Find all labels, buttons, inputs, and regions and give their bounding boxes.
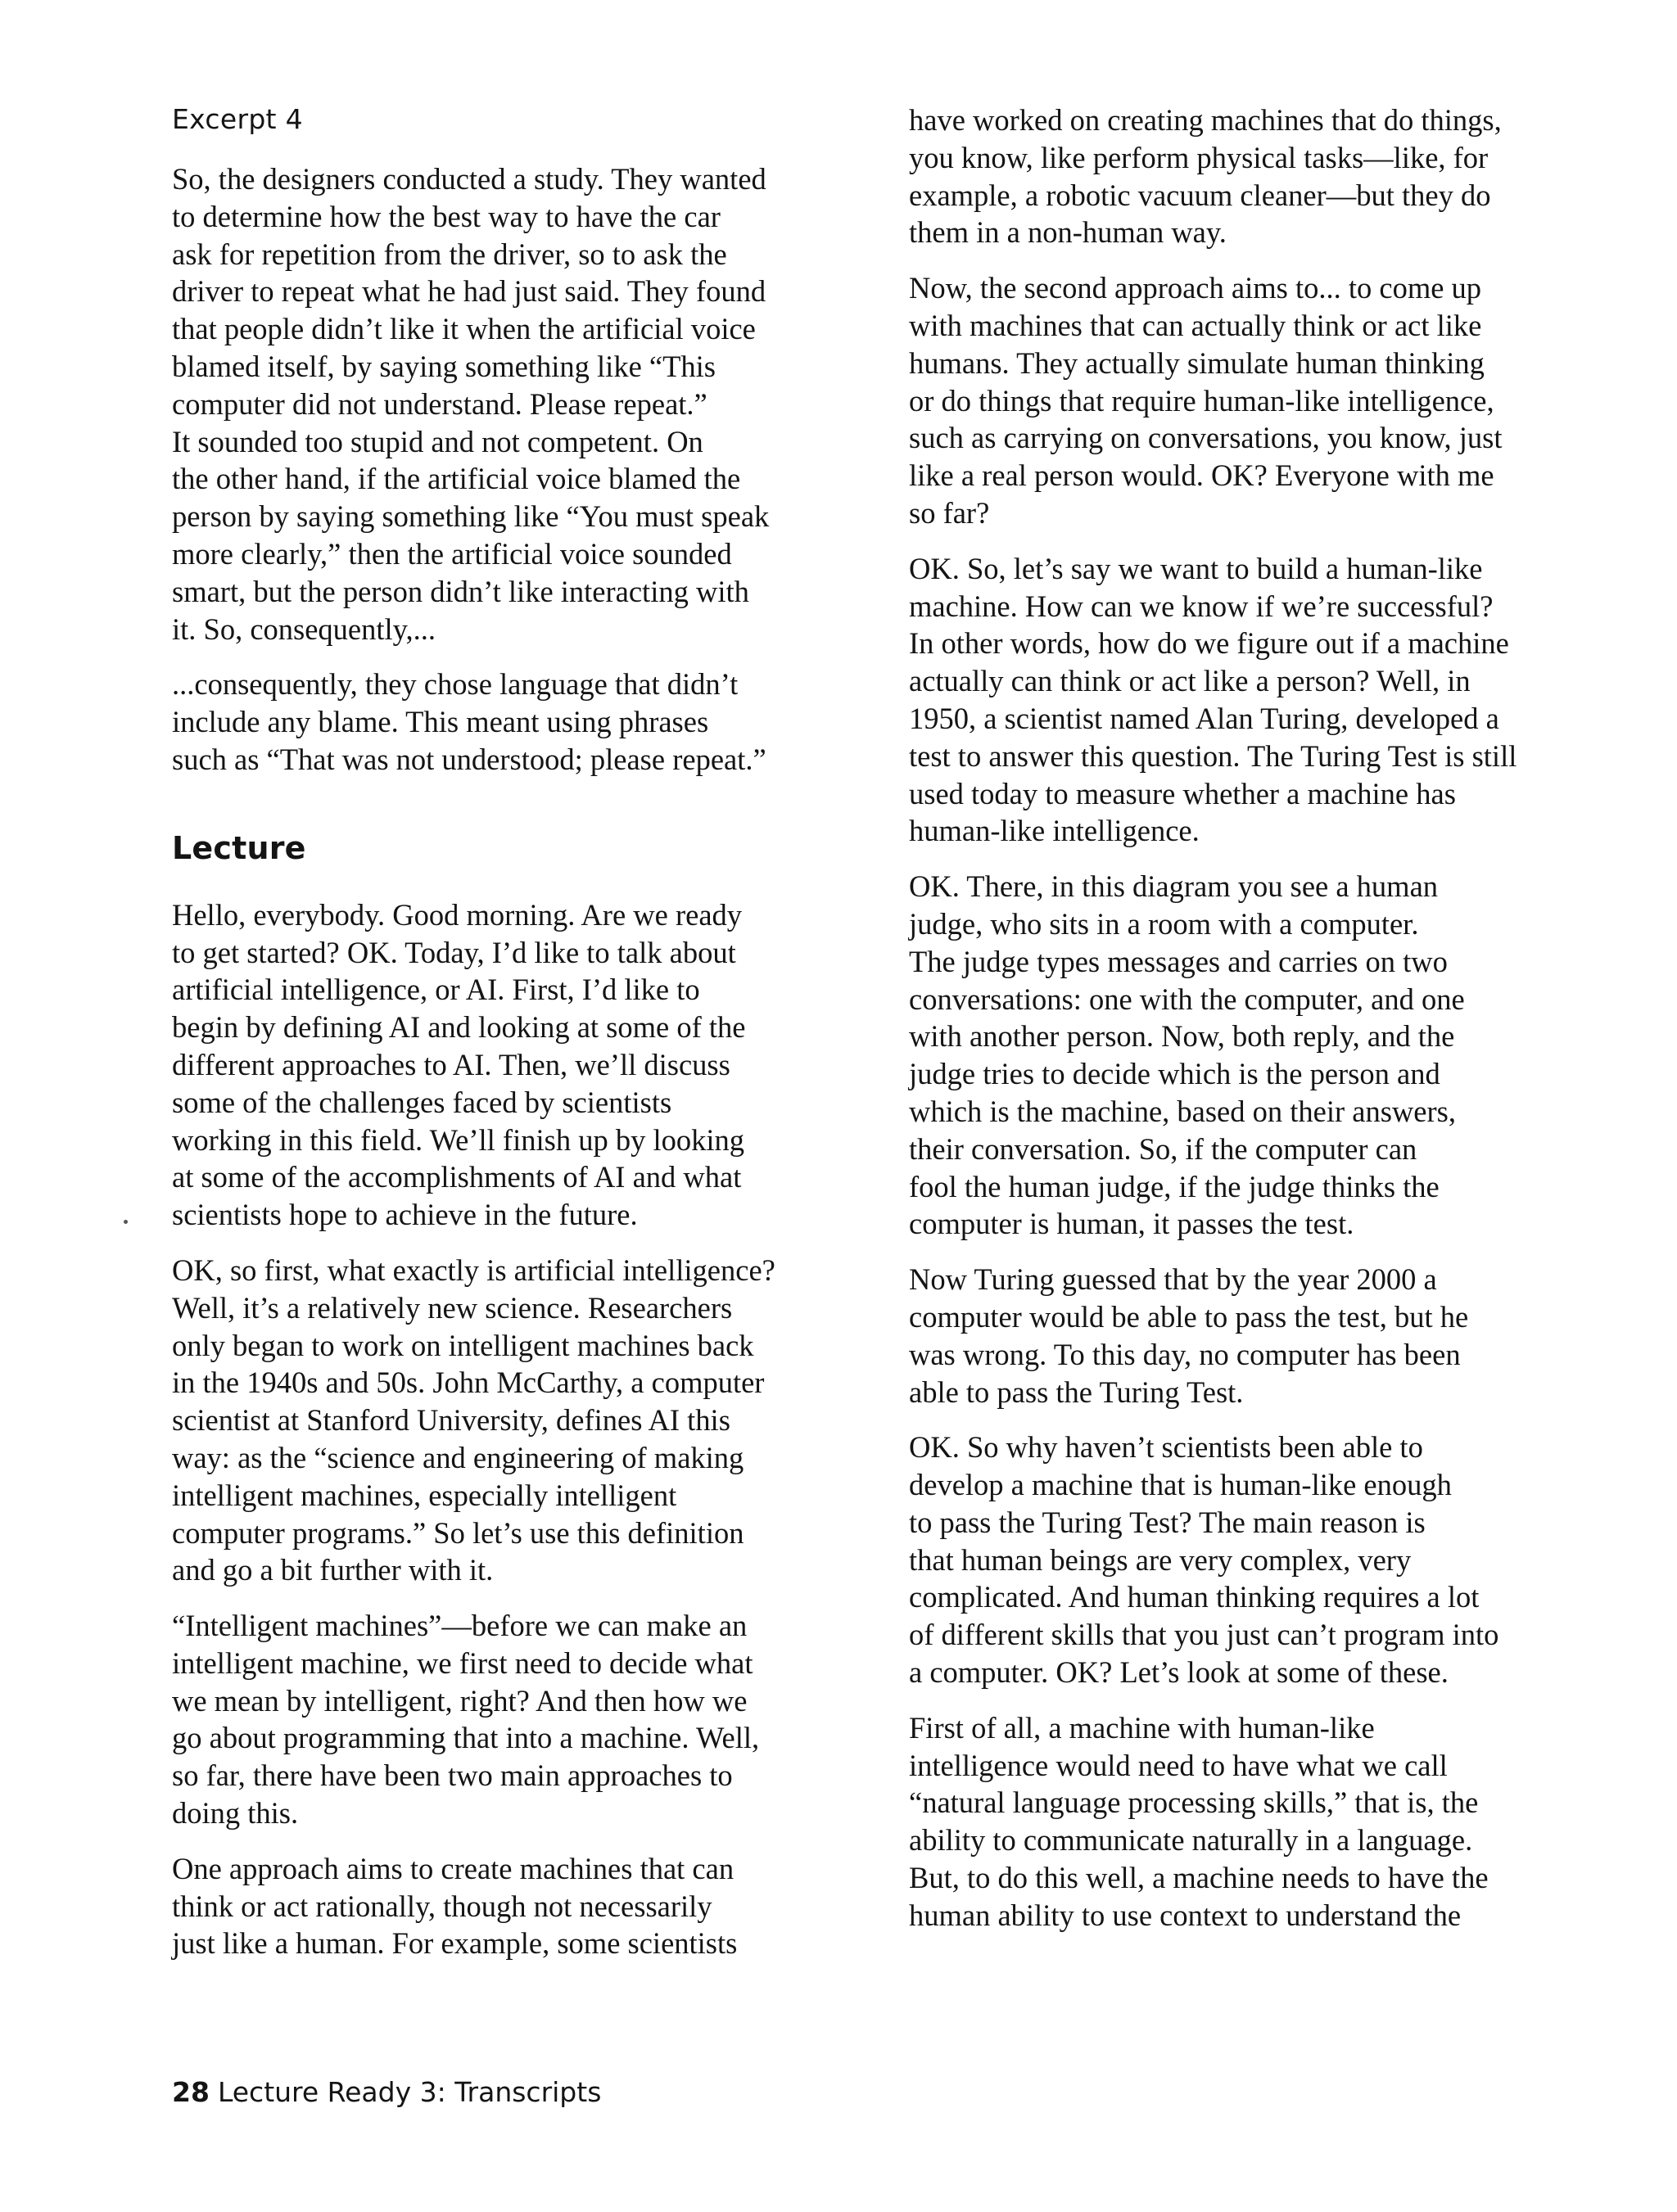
text-line: smart, but the person didn’t like interacting with [172,574,749,608]
book-title: Lecture Ready 3: Transcripts [217,2076,602,2108]
text-line: include any blame. This meant using phrases [172,705,709,739]
excerpt-title: Excerpt 4 [172,103,303,135]
text-line: computer is human, it passes the test. [909,1207,1354,1241]
text-line: scientist at Stanford University, defines AI this [172,1403,730,1438]
text-line: so far, there have been two main approaches to [172,1758,733,1793]
text-line: ability to communicate naturally in a language. [909,1823,1473,1858]
text-line: But, to do this well, a machine needs to have the [909,1861,1489,1895]
text-line: begin by defining AI and looking at some of the [172,1010,746,1045]
text-line: conversations: one with the computer, and one [909,982,1465,1016]
text-line: “Intelligent machines”—before we can make an [172,1609,748,1643]
text-line: intelligent machines, especially intelligent [172,1478,677,1512]
text-line: it. So, consequently,... [172,612,436,646]
text-line: First of all, a machine with human-like [909,1710,1375,1745]
text-line: to get started? OK. Today, I’d like to talk about [172,935,736,969]
text-line: artificial intelligence, or AI. First, I’d like to [172,973,700,1007]
text-line: so far? [909,495,990,530]
text-line: fool the human judge, if the judge thinks the [909,1169,1440,1203]
lecture-paragraph [909,1429,1601,1691]
scan-speck [124,1220,128,1224]
lecture-paragraph [909,269,1601,532]
text-line: think or act rationally, though not necessarily [172,1889,712,1923]
text-line: judge tries to decide which is the person and [909,1057,1440,1091]
text-line: OK. There, in this diagram you see a human [909,869,1439,904]
text-line: to pass the Turing Test? The main reason is [909,1505,1426,1539]
text-line: ...consequently, they chose language that didn’t [172,667,739,702]
text-line: of different skills that you just can’t program into [909,1618,1499,1652]
text-line: Hello, everybody. Good morning. Are we ready [172,897,743,932]
text-line: used today to measure whether a machine has [909,776,1456,810]
lecture-paragraph [909,1709,1601,1934]
text-line: example, a robotic vacuum cleaner—but they do [909,178,1491,212]
text-line: only began to work on intelligent machines back [172,1328,754,1362]
text-line: “natural language processing skills,” that is, the [909,1785,1479,1820]
text-line: you know, like perform physical tasks—like, for [909,140,1489,174]
text-line: a computer. OK? Let’s look at some of these. [909,1655,1449,1690]
text-line: judge, who sits in a room with a computer. [909,906,1419,941]
text-line: just like a human. For example, some scientists [172,1926,738,1961]
text-line: human-like intelligence. [909,814,1200,848]
page-number: 28 [172,2076,210,2108]
text-line: in the 1940s and 50s. John McCarthy, a computer [172,1366,765,1400]
text-line: their conversation. So, if the computer can [909,1131,1417,1166]
text-line: actually can think or act like a person? Well, in [909,664,1471,698]
text-line: like a real person would. OK? Everyone with me [909,458,1494,493]
text-line: way: as the “science and engineering of making [172,1440,744,1474]
text-line: at some of the accomplishments of AI and what [172,1160,742,1194]
page-footer [172,2076,601,2109]
text-line: person by saying something like “You must speak [172,499,770,534]
text-line: was wrong. To this day, no computer has been [909,1337,1461,1371]
text-line: So, the designers conducted a study. They wanted [172,162,766,196]
text-line: working in this field. We’ll finish up by looking [172,1122,744,1157]
lecture-paragraph [909,550,1601,850]
text-line: with machines that can actually think or act like [909,308,1482,342]
text-line: different approaches to AI. Then, we’ll discuss [172,1047,730,1081]
text-line: such as “That was not understood; please repeat.” [172,742,766,776]
left-column [172,102,860,1980]
excerpt-paragraph-2 [172,666,860,778]
text-line: OK. So why haven’t scientists been able to [909,1430,1423,1465]
text-line: OK, so first, what exactly is artificial intelligence? [172,1253,775,1287]
text-line: Well, it’s a relatively new science. Researchers [172,1290,733,1325]
text-line: complicated. And human thinking requires a lot [909,1580,1480,1614]
text-line: machine. How can we know if we’re successful? [909,589,1494,623]
lecture-paragraph [909,102,1601,251]
lecture-paragraph [172,1252,860,1589]
lecture-paragraph [172,1607,860,1832]
text-line: Now, the second approach aims to... to come up [909,271,1482,305]
text-line: we mean by intelligent, right? And then how we [172,1683,748,1718]
text-line: such as carrying on conversations, you know, just [909,421,1503,455]
text-line: test to answer this question. The Turing Test is still [909,738,1517,773]
text-line: more clearly,” then the artificial voice sounded [172,536,732,571]
lecture-paragraph [172,1850,860,1962]
text-line: some of the challenges faced by scientists [172,1085,672,1119]
text-line: scientists hope to achieve in the future. [172,1198,638,1232]
text-line: One approach aims to create machines that can [172,1851,735,1885]
text-line: 1950, a scientist named Alan Turing, developed a [909,701,1499,735]
text-line: computer programs.” So let’s use this definition [172,1515,744,1550]
text-line: develop a machine that is human-like enough [909,1468,1452,1502]
lecture-paragraph [172,896,860,1234]
text-line: ask for repetition from the driver, so to ask the [172,237,727,271]
right-column [909,102,1601,1952]
text-line: them in a non-human way. [909,215,1227,250]
text-line: go about programming that into a machine. Well, [172,1721,760,1755]
text-line: Now Turing guessed that by the year 2000 a [909,1262,1437,1297]
text-line: intelligence would need to have what we call [909,1748,1448,1782]
text-line: able to pass the Turing Test. [909,1375,1244,1409]
text-line: computer did not understand. Please repeat.” [172,386,707,421]
text-line: that people didn’t like it when the artificial voice [172,312,756,346]
text-line: OK. So, let’s say we want to build a human-like [909,551,1483,585]
lecture-paragraph [909,1261,1601,1411]
text-line: that human beings are very complex, very [909,1542,1412,1577]
text-line: intelligent machine, we first need to decide what [172,1645,753,1680]
text-line: humans. They actually simulate human thinking [909,345,1485,380]
text-line: to determine how the best way to have the car [172,199,721,233]
text-line: The judge types messages and carries on two [909,944,1448,978]
text-line: human ability to use context to understand the [909,1898,1462,1932]
text-line: have worked on creating machines that do things, [909,103,1502,137]
text-line: In other words, how do we figure out if a machine [909,626,1509,661]
lecture-paragraph [909,868,1601,1243]
text-line: blamed itself, by saying something like “This [172,349,716,383]
text-line: and go a bit further with it. [172,1553,494,1587]
text-line: computer would be able to pass the test, but he [909,1299,1469,1334]
text-line: the other hand, if the artificial voice blamed the [172,462,741,496]
text-line: It sounded too stupid and not competent. On [172,424,703,458]
text-line: with another person. Now, both reply, and the [909,1019,1455,1054]
text-line: doing this. [172,1796,299,1831]
text-line: which is the machine, based on their answers, [909,1094,1456,1128]
excerpt-paragraph-1 [172,160,860,648]
text-line: driver to repeat what he had just said. They found [172,274,766,309]
text-line: or do things that require human-like intelligence, [909,383,1494,418]
lecture-heading: Lecture [172,829,306,866]
